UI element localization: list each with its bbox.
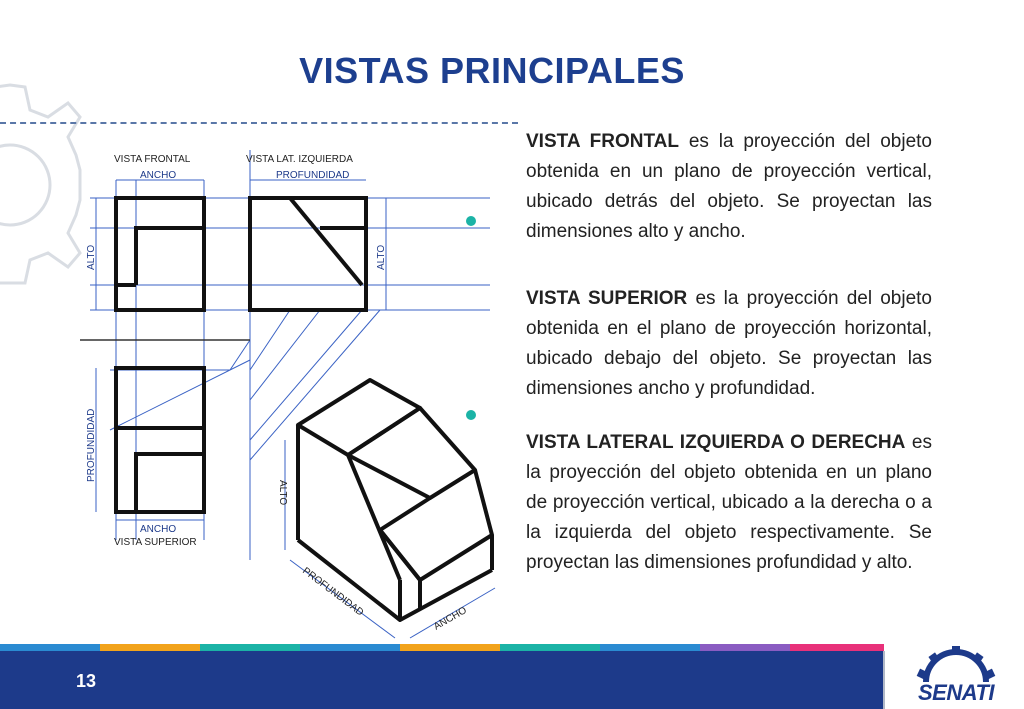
paragraph-1-body: es la proyección del objeto obtenida en un plano de proyección vertical, ubicado detrás del objeto. Se proyectan las dimensiones alto y ancho.: [526, 131, 932, 242]
title-divider: [0, 122, 518, 124]
dim-alto-side: ALTO: [376, 244, 387, 270]
bullet-2: [466, 410, 476, 420]
footer-stripe-5: [400, 644, 500, 651]
senati-logo-text: SENATI: [917, 680, 995, 705]
footer-stripe-8: [700, 644, 790, 651]
paragraph-3-heading: VISTA LATERAL IZQUIERDA O DERECHA: [526, 432, 906, 453]
orthographic-views-drawing: [80, 140, 500, 640]
footer-stripe-6: [500, 644, 600, 651]
label-top-view: VISTA SUPERIOR: [114, 537, 197, 548]
footer-stripe-4: [300, 644, 400, 651]
bullet-1: [466, 216, 476, 226]
dim-profundidad-side: PROFUNDIDAD: [276, 170, 350, 181]
footer-bar: [0, 651, 1024, 709]
gear-icon: [896, 644, 1016, 684]
footer-divider: [883, 651, 885, 709]
footer-stripe-3: [200, 644, 300, 651]
dim-alto-front: ALTO: [86, 244, 97, 270]
dim-ancho-iso: ANCHO: [432, 605, 469, 633]
paragraph-2-heading: VISTA SUPERIOR: [526, 288, 688, 309]
label-side-view: VISTA LAT. IZQUIERDA: [246, 154, 353, 165]
dim-alto-iso: ALTO: [277, 480, 288, 506]
label-front-view: VISTA FRONTAL: [114, 154, 191, 165]
dim-ancho-top: ANCHO: [140, 524, 177, 535]
footer-stripe-2: [100, 644, 200, 651]
footer-stripe-9: [790, 644, 884, 651]
page-number: 13: [76, 671, 97, 691]
paragraph-vista-frontal: [526, 127, 932, 247]
footer-stripe-1: [0, 644, 100, 651]
page-title: VISTAS PRINCIPALES: [299, 50, 685, 91]
paragraph-vista-lateral: [526, 428, 932, 578]
gear-decoration-icon: [0, 75, 90, 295]
paragraph-3-body: es la proyección del objeto obtenida en un plano de proyección vertical, ubicado a la derecha o a la izquierda del objeto respectivamente. Se proyectan las dimensiones profundidad y alto.: [526, 432, 932, 573]
dim-profundidad-top: PROFUNDIDAD: [86, 408, 97, 482]
paragraph-2-body: es la proyección del objeto obtenida en el plano de proyección horizontal, ubicado debajo del objeto. Se proyectan las dimensiones ancho y profundidad.: [526, 288, 932, 399]
paragraph-1-heading: VISTA FRONTAL: [526, 131, 680, 152]
dim-profundidad-iso: PROFUNDIDAD: [300, 565, 366, 619]
paragraph-vista-superior: [526, 284, 932, 404]
footer-stripe-7: [600, 644, 700, 651]
dim-ancho-front: ANCHO: [140, 170, 177, 181]
